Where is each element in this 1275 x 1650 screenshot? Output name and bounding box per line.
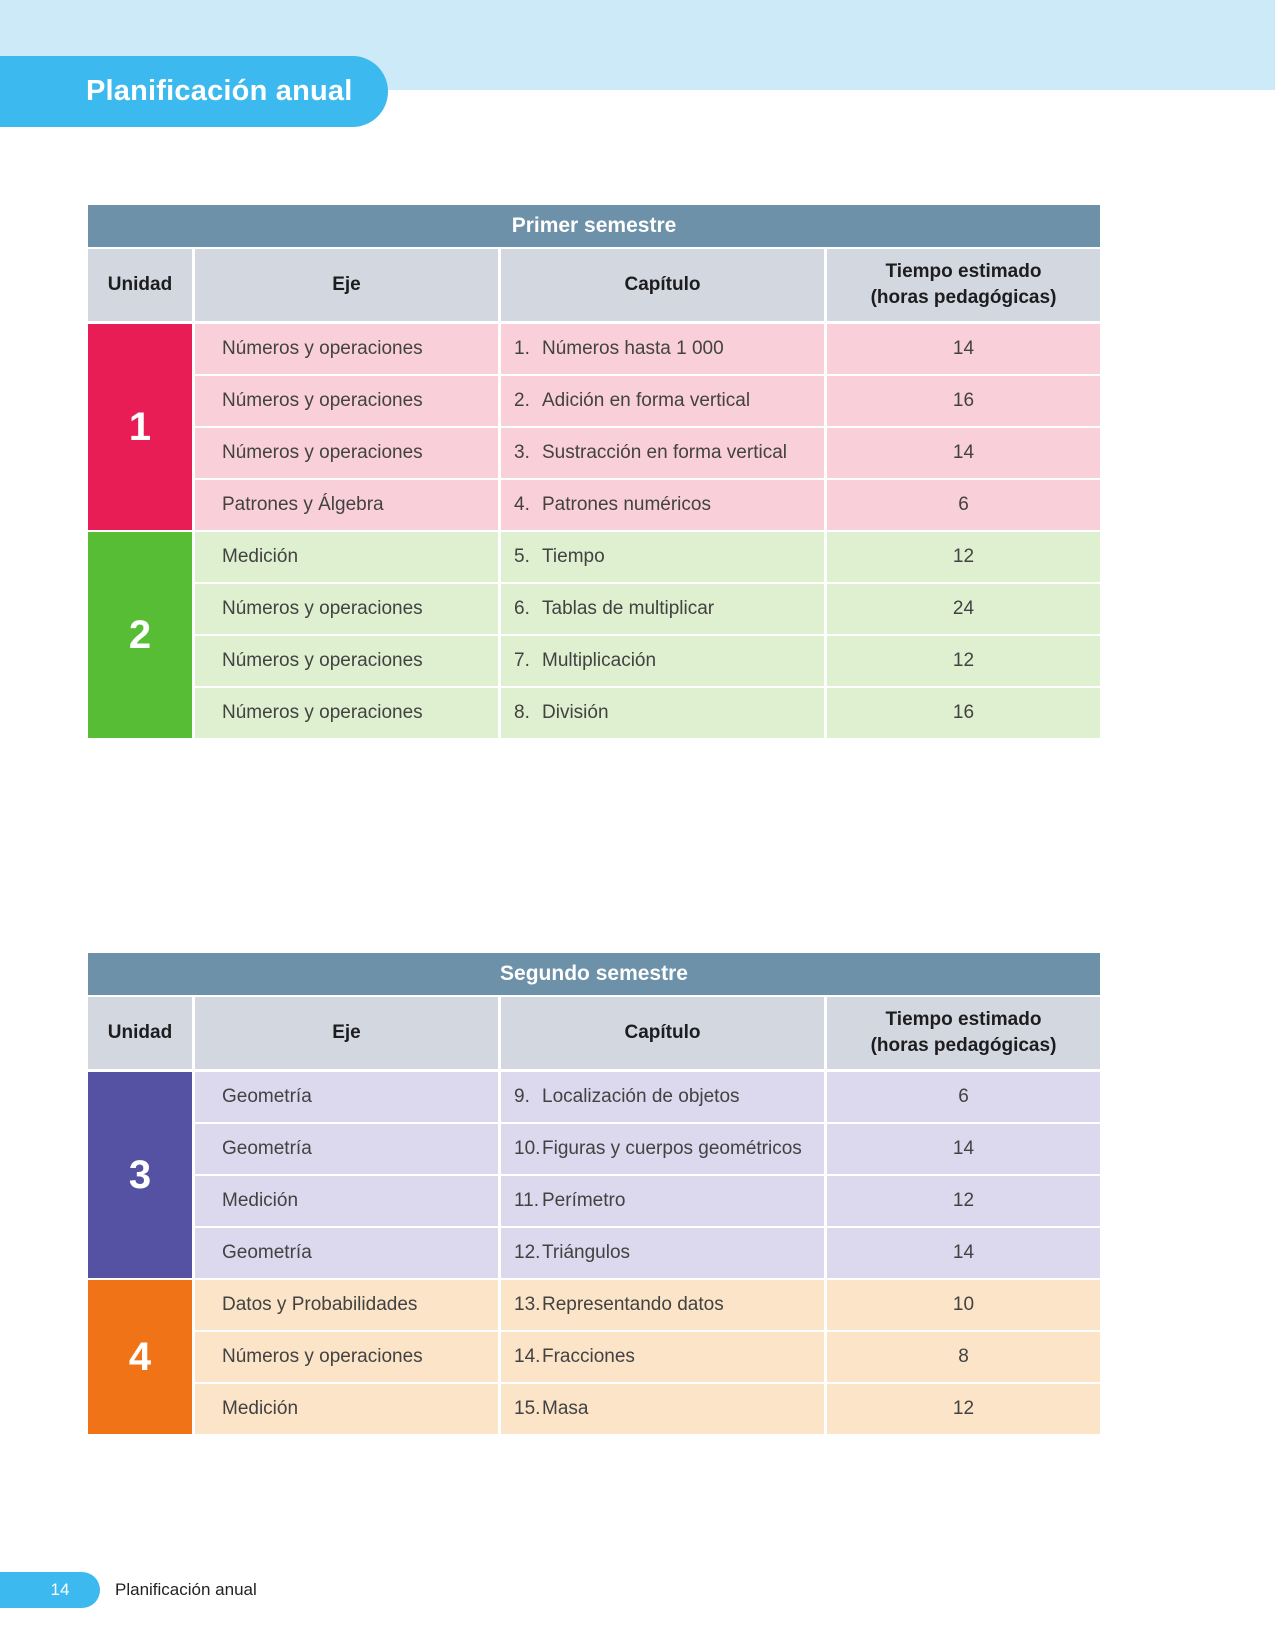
table-row bbox=[195, 688, 1100, 738]
page-title-badge bbox=[0, 56, 388, 127]
chapter-title: Perímetro bbox=[542, 1190, 626, 1211]
chapter-title: Fracciones bbox=[542, 1346, 635, 1367]
unit-rows bbox=[195, 1072, 1100, 1278]
capitulo-cell bbox=[501, 1332, 824, 1382]
footer-page-number: 14 bbox=[50, 1580, 70, 1599]
table-row bbox=[195, 428, 1100, 478]
chapter-number: 3. bbox=[514, 442, 530, 463]
eje-cell: Medición bbox=[195, 532, 498, 582]
chapter-number: 10. bbox=[514, 1138, 541, 1159]
column-header-eje: Eje bbox=[195, 249, 498, 321]
table-row bbox=[195, 1384, 1100, 1434]
semester-table bbox=[88, 953, 1100, 1434]
capitulo-cell bbox=[501, 376, 824, 426]
unit-group bbox=[88, 1072, 1100, 1278]
chapter-number: 13. bbox=[514, 1294, 541, 1315]
chapter-title: Tablas de multiplicar bbox=[542, 598, 715, 619]
column-header-tiempo-line2: (horas pedagógicas) bbox=[870, 287, 1057, 308]
capitulo-cell bbox=[501, 480, 824, 530]
horas-cell: 12 bbox=[827, 636, 1100, 686]
column-header-tiempo-line2: (horas pedagógicas) bbox=[870, 1035, 1057, 1056]
unit-rows bbox=[195, 532, 1100, 738]
table-row bbox=[195, 584, 1100, 634]
chapter-number: 15. bbox=[514, 1398, 541, 1419]
chapter-title: Tiempo bbox=[542, 546, 605, 567]
chapter-number: 8. bbox=[514, 702, 530, 723]
horas-cell: 14 bbox=[827, 324, 1100, 374]
unit-group bbox=[88, 324, 1100, 530]
semester-tables bbox=[88, 205, 1100, 1434]
chapter-title: Masa bbox=[542, 1398, 589, 1419]
chapter-number: 4. bbox=[514, 494, 530, 515]
capitulo-cell bbox=[501, 532, 824, 582]
unit-number-block bbox=[88, 324, 192, 530]
unit-group bbox=[88, 1280, 1100, 1434]
horas-cell: 8 bbox=[827, 1332, 1100, 1382]
chapter-number: 5. bbox=[514, 546, 530, 567]
chapter-number: 7. bbox=[514, 650, 530, 671]
capitulo-cell bbox=[501, 636, 824, 686]
eje-cell: Geometría bbox=[195, 1072, 498, 1122]
chapter-title: Figuras y cuerpos geométricos bbox=[542, 1138, 802, 1159]
chapter-number: 14. bbox=[514, 1346, 541, 1367]
table-row bbox=[195, 480, 1100, 530]
chapter-title: Sustracción en forma vertical bbox=[542, 442, 787, 463]
horas-cell: 16 bbox=[827, 688, 1100, 738]
page-title: Planificación anual bbox=[86, 75, 353, 107]
footer-page-badge bbox=[0, 1572, 100, 1608]
chapter-title: Representando datos bbox=[542, 1294, 724, 1315]
capitulo-cell bbox=[501, 428, 824, 478]
eje-cell: Medición bbox=[195, 1384, 498, 1434]
chapter-title: División bbox=[542, 702, 609, 723]
chapter-number: 11. bbox=[514, 1190, 540, 1211]
eje-cell: Medición bbox=[195, 1176, 498, 1226]
table-row bbox=[195, 324, 1100, 374]
column-header-unidad: Unidad bbox=[88, 249, 192, 321]
semester-header: Primer semestre bbox=[88, 205, 1100, 247]
column-header-tiempo-line1: Tiempo estimado bbox=[885, 261, 1042, 283]
chapter-number: 9. bbox=[514, 1086, 530, 1107]
semester-header: Segundo semestre bbox=[88, 953, 1100, 995]
chapter-title: Triángulos bbox=[542, 1242, 631, 1263]
unit-number-block bbox=[88, 1072, 192, 1278]
column-header-unidad: Unidad bbox=[88, 997, 192, 1069]
unit-number-block bbox=[88, 532, 192, 738]
capitulo-cell bbox=[501, 584, 824, 634]
capitulo-cell bbox=[501, 688, 824, 738]
unit-group bbox=[88, 532, 1100, 738]
chapter-number: 6. bbox=[514, 598, 530, 619]
table-row bbox=[195, 636, 1100, 686]
chapter-number: 1. bbox=[514, 338, 530, 359]
horas-cell: 14 bbox=[827, 1124, 1100, 1174]
horas-cell: 14 bbox=[827, 428, 1100, 478]
chapter-number: 12. bbox=[514, 1242, 541, 1263]
horas-cell: 6 bbox=[827, 480, 1100, 530]
chapter-title: Multiplicación bbox=[542, 650, 657, 671]
column-header-tiempo-line1: Tiempo estimado bbox=[885, 1009, 1042, 1031]
table-row bbox=[195, 1280, 1100, 1330]
chapter-title: Patrones numéricos bbox=[542, 494, 711, 515]
eje-cell: Números y operaciones bbox=[195, 324, 498, 374]
horas-cell: 12 bbox=[827, 532, 1100, 582]
table-row bbox=[195, 532, 1100, 582]
table-row bbox=[195, 376, 1100, 426]
horas-cell: 10 bbox=[827, 1280, 1100, 1330]
chapter-title: Adición en forma vertical bbox=[542, 390, 751, 411]
table-row bbox=[195, 1124, 1100, 1174]
capitulo-cell bbox=[501, 1124, 824, 1174]
unit-number: 4 bbox=[128, 1334, 152, 1379]
horas-cell: 12 bbox=[827, 1176, 1100, 1226]
footer-label: Planificación anual bbox=[115, 1580, 257, 1599]
chapter-number: 2. bbox=[514, 390, 530, 411]
eje-cell: Datos y Probabilidades bbox=[195, 1280, 498, 1330]
column-header-tiempo bbox=[827, 997, 1100, 1069]
column-header-row bbox=[88, 249, 1100, 321]
capitulo-cell bbox=[501, 1176, 824, 1226]
horas-cell: 6 bbox=[827, 1072, 1100, 1122]
eje-cell: Geometría bbox=[195, 1124, 498, 1174]
capitulo-cell bbox=[501, 1280, 824, 1330]
unit-number: 1 bbox=[128, 404, 152, 449]
column-header-capitulo: Capítulo bbox=[501, 997, 824, 1069]
capitulo-cell bbox=[501, 1384, 824, 1434]
capitulo-cell bbox=[501, 324, 824, 374]
unit-number: 2 bbox=[128, 612, 152, 657]
eje-cell: Números y operaciones bbox=[195, 636, 498, 686]
horas-cell: 14 bbox=[827, 1228, 1100, 1278]
horas-cell: 12 bbox=[827, 1384, 1100, 1434]
unit-number-block bbox=[88, 1280, 192, 1434]
column-header-tiempo bbox=[827, 249, 1100, 321]
chapter-title: Números hasta 1 000 bbox=[542, 338, 724, 359]
capitulo-cell bbox=[501, 1228, 824, 1278]
eje-cell: Números y operaciones bbox=[195, 584, 498, 634]
table-row bbox=[195, 1072, 1100, 1122]
semester-table bbox=[88, 205, 1100, 738]
horas-cell: 16 bbox=[827, 376, 1100, 426]
unit-rows bbox=[195, 324, 1100, 530]
column-header-row bbox=[88, 997, 1100, 1069]
capitulo-cell bbox=[501, 1072, 824, 1122]
column-header-capitulo: Capítulo bbox=[501, 249, 824, 321]
unit-rows bbox=[195, 1280, 1100, 1434]
eje-cell: Números y operaciones bbox=[195, 1332, 498, 1382]
table-row bbox=[195, 1176, 1100, 1226]
eje-cell: Números y operaciones bbox=[195, 376, 498, 426]
eje-cell: Geometría bbox=[195, 1228, 498, 1278]
eje-cell: Patrones y Álgebra bbox=[195, 480, 498, 530]
unit-number: 3 bbox=[128, 1152, 152, 1197]
table-row bbox=[195, 1228, 1100, 1278]
eje-cell: Números y operaciones bbox=[195, 428, 498, 478]
table-row bbox=[195, 1332, 1100, 1382]
eje-cell: Números y operaciones bbox=[195, 688, 498, 738]
column-header-eje: Eje bbox=[195, 997, 498, 1069]
chapter-title: Localización de objetos bbox=[542, 1086, 740, 1107]
horas-cell: 24 bbox=[827, 584, 1100, 634]
